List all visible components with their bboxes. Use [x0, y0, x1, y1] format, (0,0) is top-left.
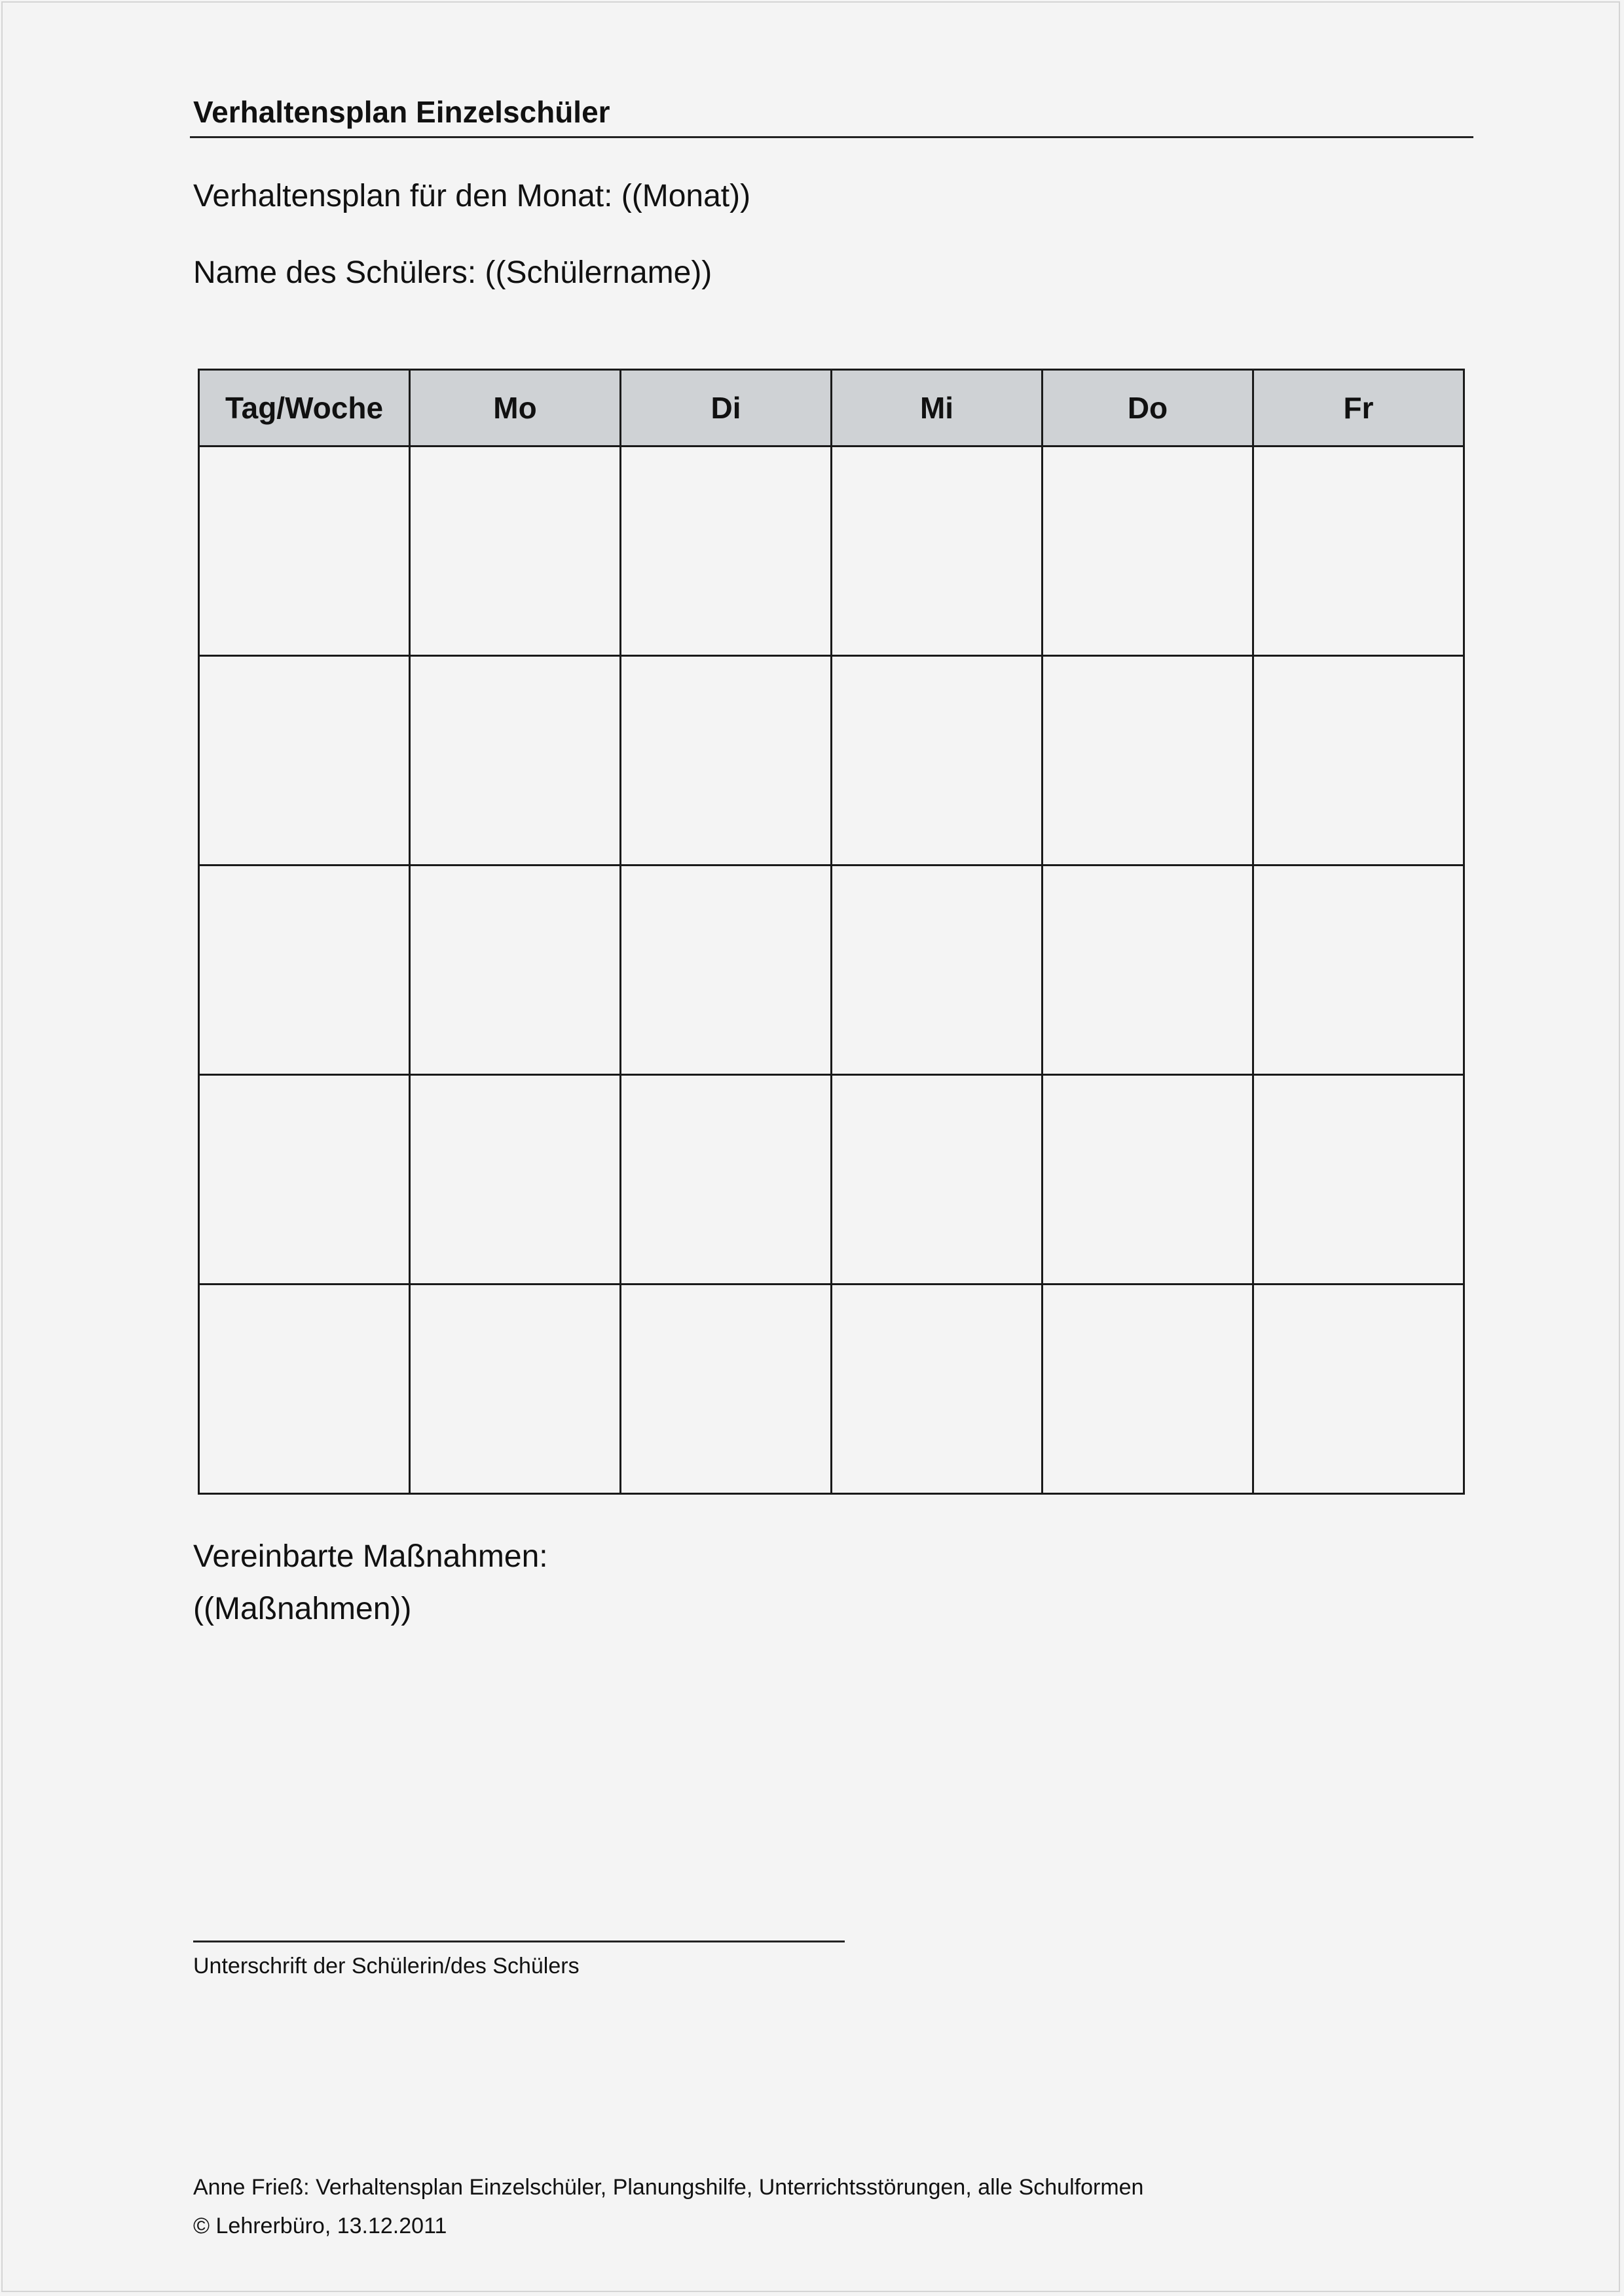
table-row [199, 656, 1464, 866]
table-cell [1253, 446, 1464, 656]
month-field: Verhaltensplan für den Monat: ((Monat)) [193, 179, 751, 213]
table-cell [199, 866, 410, 1075]
measures-label: Vereinbarte Maßnahmen: [193, 1539, 548, 1574]
table-row [199, 1075, 1464, 1285]
table-cell [1043, 1285, 1253, 1494]
table-row [199, 1285, 1464, 1494]
table-cell [1253, 866, 1464, 1075]
table-cell [1253, 1075, 1464, 1285]
table-cell [199, 1075, 410, 1285]
document-title: Verhaltensplan Einzelschüler [193, 95, 610, 129]
behavior-plan-table [198, 369, 1465, 1495]
table-cell [1043, 656, 1253, 866]
table-header-row [199, 370, 1464, 446]
table-cell [410, 866, 621, 1075]
header-mo: Mo [410, 370, 621, 446]
table-cell [832, 656, 1043, 866]
header-di: Di [621, 370, 832, 446]
table-cell [410, 1285, 621, 1494]
header-fr: Fr [1253, 370, 1464, 446]
table-cell [621, 866, 832, 1075]
table-body [199, 446, 1464, 1494]
footer-copyright: © Lehrerbüro, 13.12.2011 [193, 2214, 447, 2238]
table-cell [1043, 866, 1253, 1075]
table-cell [621, 446, 832, 656]
table-cell [621, 1075, 832, 1285]
table-cell [1253, 656, 1464, 866]
header-tag-woche: Tag/Woche [199, 370, 410, 446]
signature-line [193, 1941, 845, 1942]
table-cell [832, 866, 1043, 1075]
footer-source: Anne Frieß: Verhaltensplan Einzelschüler, Planungshilfe, Unterrichtsstörungen, alle Schulformen [193, 2175, 1144, 2200]
table-cell [410, 656, 621, 866]
table-cell [1253, 1285, 1464, 1494]
table-cell [832, 1075, 1043, 1285]
table-cell [621, 1285, 832, 1494]
table-cell [1043, 1075, 1253, 1285]
table-cell [410, 446, 621, 656]
table-cell [1043, 446, 1253, 656]
table-row [199, 866, 1464, 1075]
table-row [199, 446, 1464, 656]
table-cell [832, 1285, 1043, 1494]
table-cell [832, 446, 1043, 656]
header-do: Do [1043, 370, 1253, 446]
signature-caption: Unterschrift der Schülerin/des Schülers [193, 1954, 580, 1978]
title-divider [190, 136, 1473, 138]
table-cell [199, 1285, 410, 1494]
table-cell [621, 656, 832, 866]
student-name-field: Name des Schülers: ((Schülername)) [193, 255, 712, 290]
table-cell [410, 1075, 621, 1285]
table-cell [199, 656, 410, 866]
table-cell [199, 446, 410, 656]
header-mi: Mi [832, 370, 1043, 446]
measures-value: ((Maßnahmen)) [193, 1592, 412, 1626]
